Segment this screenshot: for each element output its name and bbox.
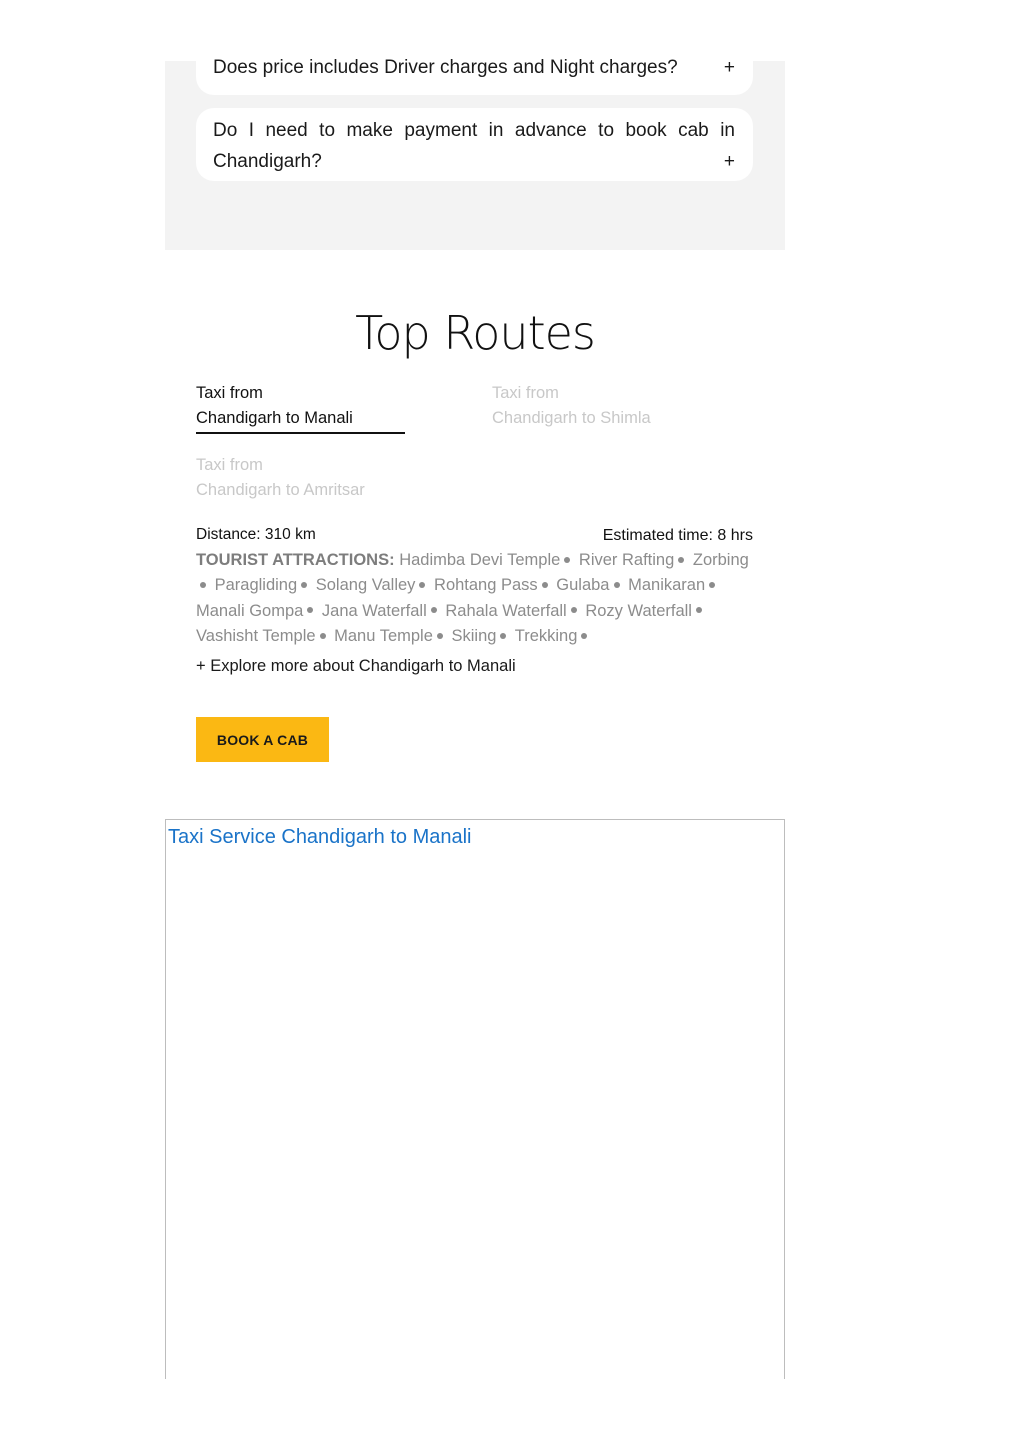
attraction-item: Hadimba Devi Temple [399, 551, 561, 569]
bullet-dot-icon [307, 607, 313, 613]
attraction-item: Manali Gompa [196, 601, 304, 620]
active-tab-underline [196, 432, 405, 434]
route-distance: Distance: 310 km [196, 526, 316, 543]
tab-chandigarh-to-manali[interactable] [196, 381, 405, 431]
faq-item-driver-charges[interactable] [196, 53, 753, 95]
attraction-item: Rozy Waterfall [585, 601, 692, 620]
attraction-item: Rohtang Pass [434, 576, 538, 595]
attraction-item: Skiing [451, 626, 497, 645]
faq-question: Do I need to make payment in advance to book cab in Chandigarh? [213, 120, 735, 172]
attraction-item: Zorbing [692, 551, 749, 569]
tab-label-line1: Taxi from [196, 456, 263, 474]
faq-question: Does price includes Driver charges and Night charges? [213, 57, 678, 78]
attraction-item: Manu Temple [334, 626, 433, 645]
explore-more-link[interactable]: + Explore more about Chandigarh to Manali [196, 657, 516, 675]
attraction-item: Paragliding [214, 576, 298, 595]
route-map-frame[interactable] [165, 819, 785, 1379]
bullet-dot-icon [696, 607, 702, 613]
bullet-dot-icon [301, 582, 307, 588]
expand-plus-icon[interactable]: + [723, 151, 735, 172]
attractions-label: TOURIST ATTRACTIONS: [196, 551, 395, 569]
attraction-item: Rahala Waterfall [445, 601, 567, 620]
tab-chandigarh-to-shimla[interactable] [492, 381, 712, 431]
expand-plus-icon[interactable]: + [723, 57, 735, 78]
attraction-item: Vashisht Temple [196, 626, 316, 645]
tab-label-line2: Chandigarh to Shimla [492, 409, 651, 427]
bullet-dot-icon [571, 607, 577, 613]
bullet-dot-icon [419, 582, 425, 588]
attraction-item: Manikaran [628, 576, 706, 595]
bullet-dot-icon [431, 607, 437, 613]
tab-chandigarh-to-amritsar[interactable] [196, 453, 416, 503]
bullet-dot-icon [500, 633, 506, 639]
attraction-item: Trekking [514, 626, 578, 645]
attraction-item: River Rafting [578, 551, 675, 569]
bullet-dot-icon [564, 557, 570, 563]
tab-label-line1: Taxi from [196, 384, 263, 402]
faq-section [165, 57, 785, 250]
bullet-dot-icon [200, 582, 206, 588]
faq-item-advance-payment[interactable] [196, 108, 753, 181]
tab-label-line1: Taxi from [492, 384, 559, 402]
tourist-attractions [196, 548, 754, 649]
bullet-dot-icon [581, 633, 587, 639]
attraction-item: Gulaba [556, 576, 610, 595]
bullet-dot-icon [614, 582, 620, 588]
route-estimated-time: Estimated time: 8 hrs [602, 527, 753, 544]
bullet-dot-icon [437, 633, 443, 639]
bullet-dot-icon [709, 582, 715, 588]
book-a-cab-button[interactable]: BOOK A CAB [196, 717, 329, 762]
attraction-item: Solang Valley [315, 576, 416, 595]
attraction-item: Jana Waterfall [321, 601, 427, 620]
bullet-dot-icon [542, 582, 548, 588]
bullet-dot-icon [320, 633, 326, 639]
section-title: Top Routes [355, 306, 595, 360]
map-title-link[interactable]: Taxi Service Chandigarh to Manali [168, 826, 472, 848]
bullet-dot-icon [678, 557, 684, 563]
tab-label-line2: Chandigarh to Manali [196, 409, 353, 427]
tab-label-line2: Chandigarh to Amritsar [196, 481, 365, 499]
